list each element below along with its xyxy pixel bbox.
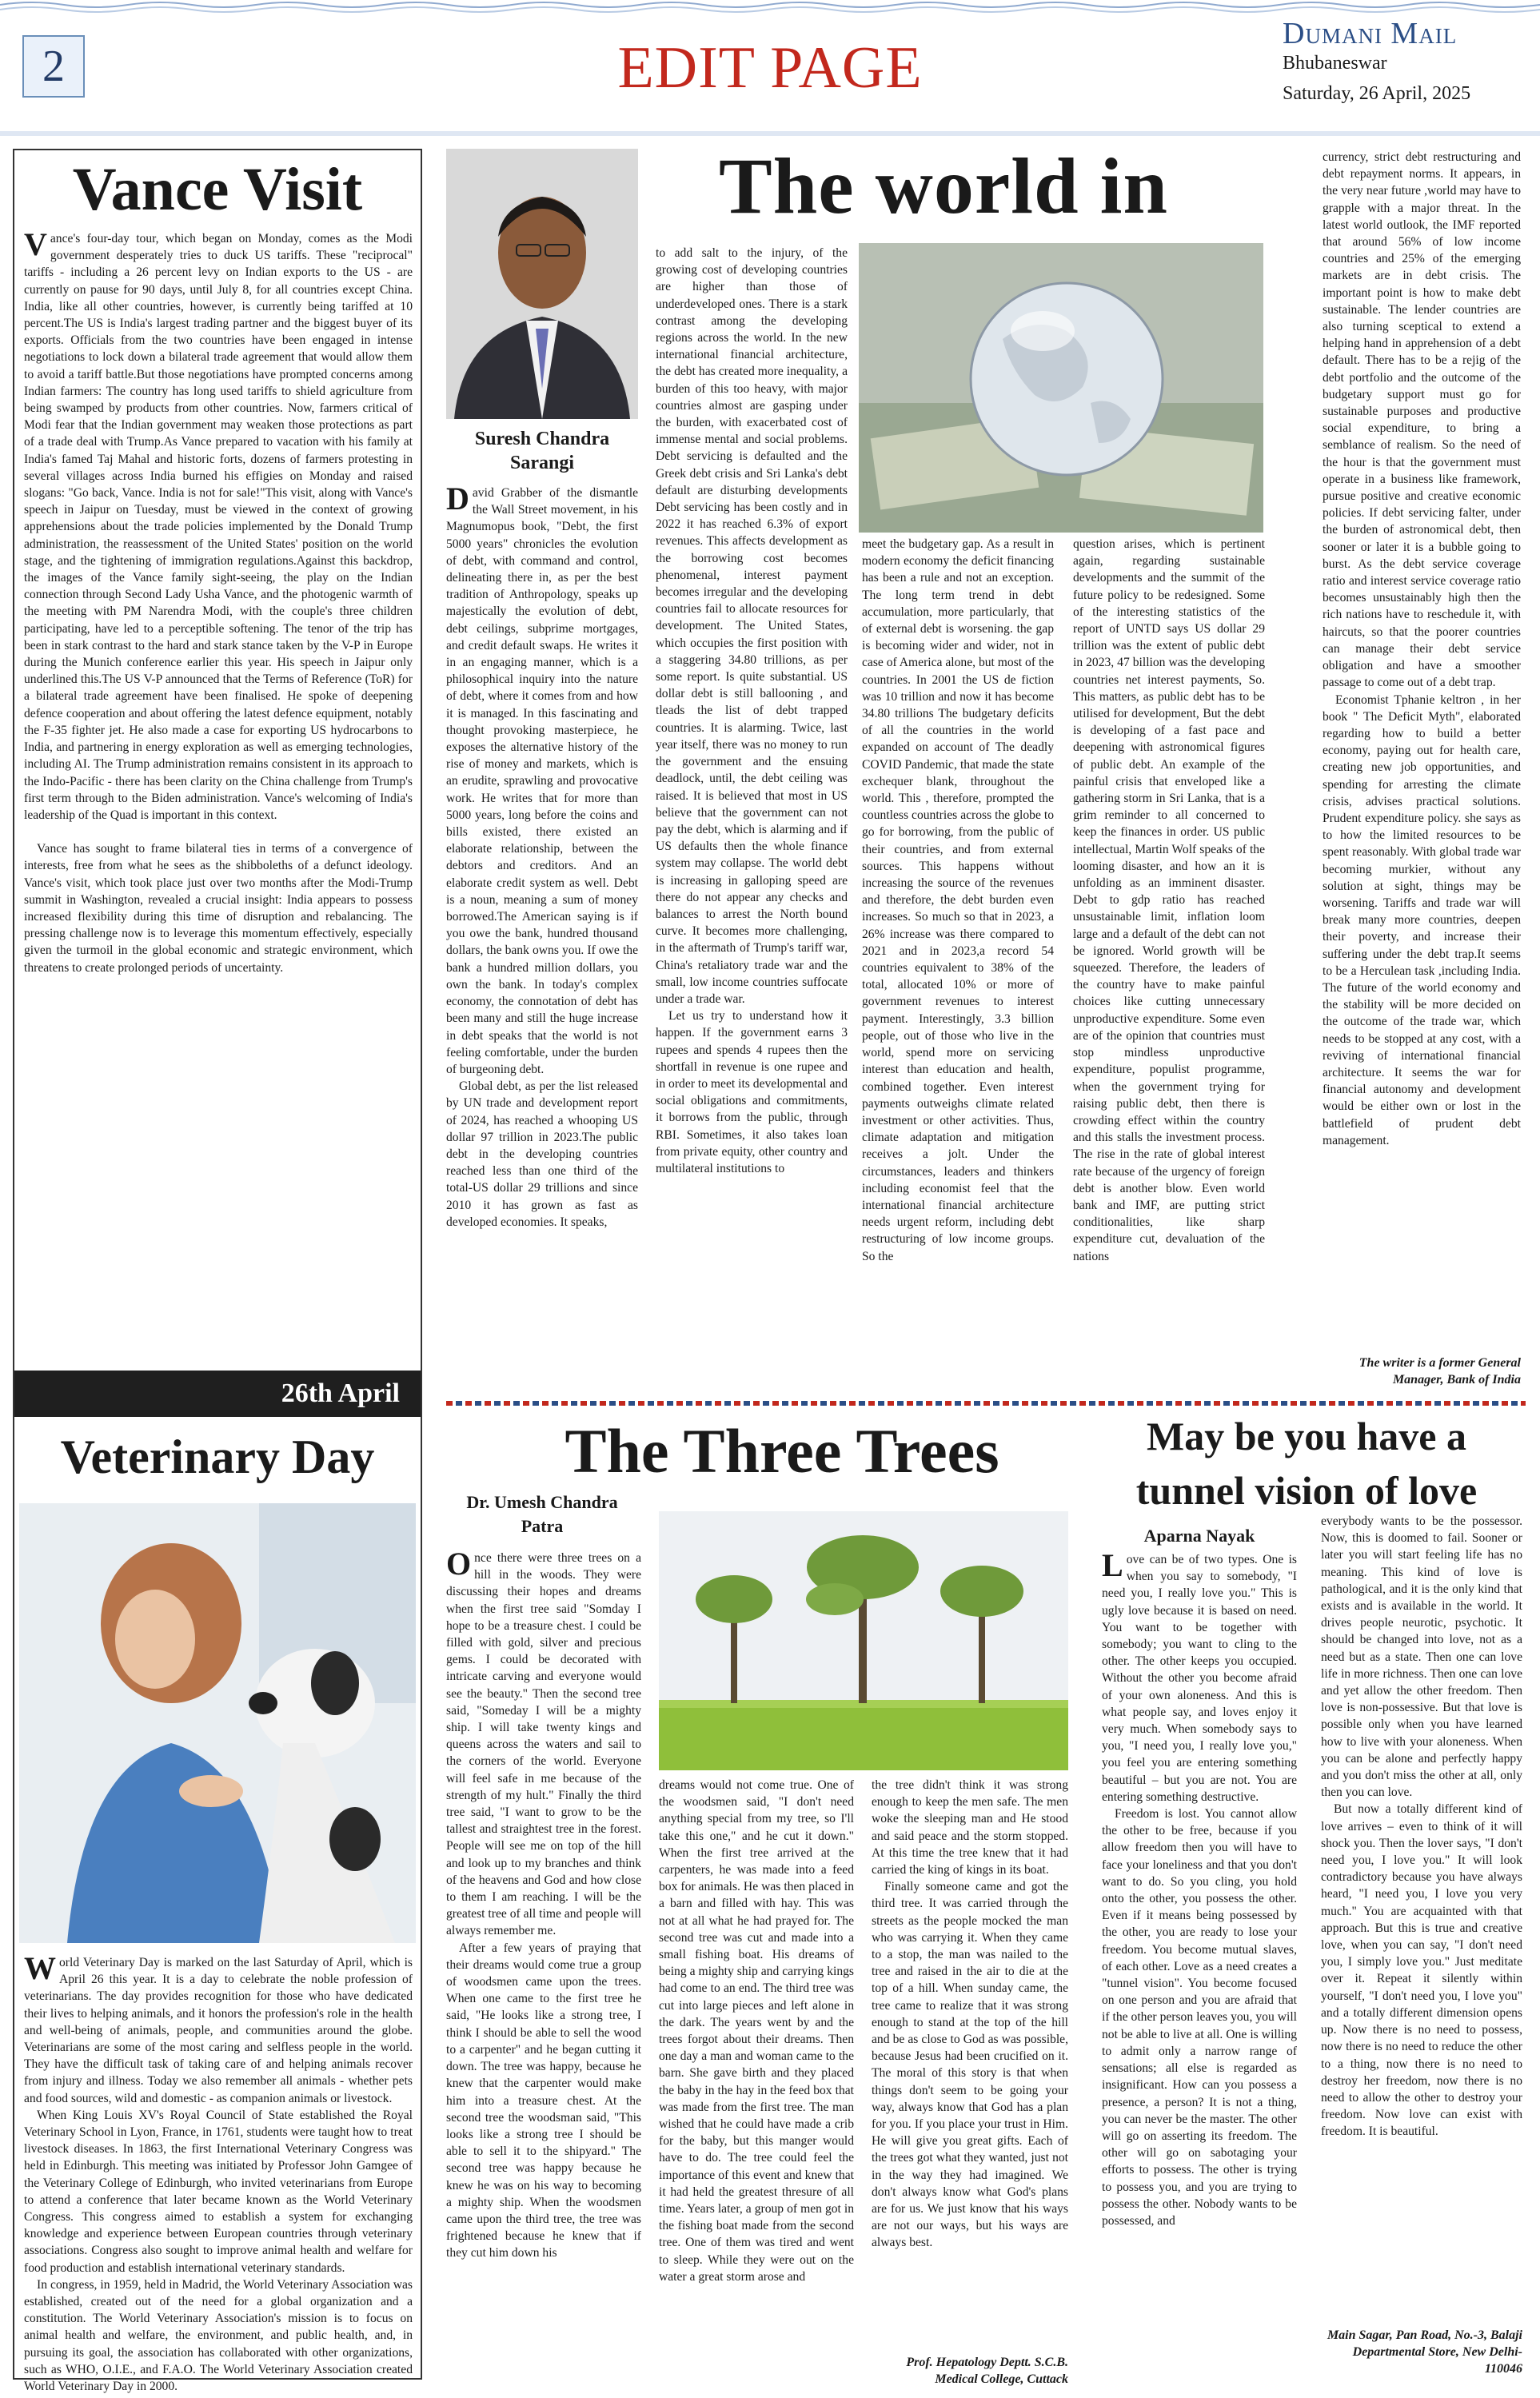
article-paragraph: Once there were three trees on a hill in the woods. They were discussing their hopes and dreams when the first tree said "Somday I hope to be a treasure chest. I could be filled with gold, silver and precious gems. I could be decorated with intricate carving and everyone would see the beauty." Then the second tree said, "Someday I will be a mighty ship. I will take twenty kings and queens across the waters and sail to the corners of the world. Everyone will feel safe in me because of the strength of my hult." Finally the third tree said, "I want to grow to be the tallest and straightest tree in the forest. People will see me on top of the hill and look up to my branches and think of the heavens and God and how close to them I am reaching. I will be the greatest tree of all time and people will always remember me. bbox=[446, 1546, 641, 1938]
article-paragraph: Love can be of two types. One is when you say to somebody, "I need you, I really love you." This is ugly love because it is based on need. You want to be together with somebody; you want to cling to the other. The other keeps you occupied. Without the other you become afraid of your own aloneness. And this is what people say, and loves enjoy it very much. When somebody says to you, "I need you, I really love you," you feel you are entering something beautiful – but you are not. You are entering something destructive. bbox=[1102, 1547, 1297, 1804]
author-credit: Main Sagar, Pan Road, No.-3, Balaji Departmental Store, New Delhi-110046 bbox=[1327, 2328, 1522, 2376]
left-column-box bbox=[13, 149, 422, 2394]
article-paragraph: meet the budgetary gap. As a result in modern economy the deficit financing has been a rule and not an exception. The long term trend in debt accumulation, more particularly, that of external debt is worsening. the gap is becoming wider and wider, not in case of America alone, but most of the countries. In 2001 the US de fiction was 10 trillion and now it has become 34.80 trillions The budgetary deficits of all the countries in the world expanded on account of The deadly COVID Pandemic, that made the state exchequer blank, throughout the world. This , therefore, prompted the countless countries across the globe to go for borrowing, from the public of their countries, and from external sources. This happens without increasing the source of the revenues and therefore, the debt burden even increases. So much so that in 2023, a 26% increase was there compared to 2021 and in 2023,a record 54 countries equivalent to 38% of the total, allocated 10% or more of government revenues to interest payment. Interestingly, 3.3 billion people, out of those who live in the world, spend more on servicing interest than education and health, combined together. Even interest payments outweighs climate related investment or other activities. Thus, climate adaptation and mitigation receives a jolt. Under the circumstances, leaders and thinkers including economist feel that the international financial architecture needs urgent reform, including debt restructuring of low income groups. So the bbox=[862, 537, 1054, 1263]
article-paragraph: to add salt to the injury, of the growing cost of developing countries are higher than those of underdeveloped ones. There is a stark contrast among the developing regions across the world. In the new international financial architecture, the debt has created more inequality, a burden of this too heavy, with major countries almost are gasping under the burden, with exacerbated cost of immense mental and social problems. Debt servicing is defaulted and the Greek debt crisis and Sri Lanka's debt default are disturbing developments Debt servicing has been costly and in 2022 it has reached 6.3% of export revenues. This affects development as the borrowing cost becomes phenomenal, interest payment becomes irregular and the developing countries fail to allocate resources for development. The United States, which occupies the first position with a staggering 34.80 trillions, as per some report. Is quite substantial. US dollar debt is still ballooning , and tleads the list of debt trapped countries. It is alarming. Twice, last year itself, there was no money to run the government and the ensuing deadlock, until, the debt ceiling was raised. It is believed that most in US believe that the government can not pay the debt, which is alarming and if US defaults then the whole finance system may collapse. The world debt is increasing in galloping speed are there do not appear any checks and balances to arrest the North bound curve. It becomes more challenging, in the aftermath of Trump's tariff war, China's retaliatory trade war and the small, low income countries suffocate under a trade war. bbox=[656, 246, 848, 1006]
author-name: Aparna Nayak bbox=[1143, 1526, 1255, 1546]
three-trees-column-1 bbox=[446, 1546, 641, 2262]
article-paragraph: currency, strict debt restructuring and debt repayment norms. It appears, in the very near future ,world may have to grapple with a major threat. In the latest world outlook, the IMF reported that around 56% of low income countries and 25% of the emerging markets are in debt crisis. The important point is how to make debt sustainable. The lender countries are also turning sceptical to extend a helping hand in apprehension of a debt default. There has to be a rejig of the debt portfolio and the outcome of the budgetary support must go for sustainable purposes and productive social expenditure, to bring a semblance of realism. So the need of the hour is that the government must operate in a business like framework, pursue positive and creative economic policies. If debt servicing falter, under the burden of astronomical debt, then sooner or later it is a bubble going to burst. As the debt service coverage ratio and interest service coverage ratio becomes unsustainably high then the rich nations have to reschedule it, with haircuts, so that the poorer countries can manage their debt service obligation and have a smoother passage to come out of a debt trap. bbox=[1323, 150, 1521, 690]
veterinary-article-body bbox=[24, 1950, 413, 2395]
newspaper-city: Bhubaneswar bbox=[1283, 53, 1387, 74]
tunnel-vision-column-2 bbox=[1321, 1513, 1522, 2141]
section-title: EDIT PAGE bbox=[617, 35, 923, 101]
article-paragraph: Economist Tphanie keltron , in her book " The Deficit Myth", elaborated regarding how to build a better economy, paying out for health care, creating new job opportunities, and spending for arresting the climate crisis, advises practical solutions. Prudent expenditure policy. she says as to how the limited resources to be spent reasonably. With global trade war becoming murkier, without any solution at sight, things may be worsening. Tariffs and trade war will break many more countries, deepen their poverty, and increase their suffering under the debt trap.It seems to be a Herculean task ,including India. The future of the world economy and the stability will be more decided on the outcome of the trade war, which needs to be stopped at any cost, with a reviving of international financial architecture. It seems the war for financial autonomy and development would be either own or lost in the battlefield of prudent debt management. bbox=[1323, 692, 1521, 1147]
article-paragraph: But now a totally different kind of love arrives – even to think of it will shock you. Then the lover says, "I don't need you, I love you." It will look contradictory because you have always heard, "I need you, I love you very much." You are acquainted with that approach. But this is true and creative love, when you can say, "I don't need you, I simply love you." Just meditate over it. Repeat it silently within yourself, "I don't need you, I love you" and a totally different dimension opens up. Now there is no need to possess, now there is no need to reduce the other to a thing, now there is no need to destroy her freedom, now there is no need to allow the other to destroy your freedom. Now love can exist with freedom. It is beautiful. bbox=[1321, 1802, 1522, 2139]
veterinarian-with-dog-photo bbox=[19, 1503, 416, 1943]
author-credit: The writer is a former General Manager, Bank of India bbox=[1358, 1356, 1521, 1387]
article-paragraph: Freedom is lost. You cannot allow the other to be free, because if you allow freedom then you will have to face your loneliness and that you don't want to do. So you cling, you hold onto the other, you possess the other. Even if it means being possessed by the other, you are ready to lose your freedom. You become mutual slaves, of each other. Love as a need creates a "tunnel vision". You become focused on one person and you are afraid that if the other person leaves you, you will not be able to live at all. One is willing to admit only a narrow range of sensations; all else is regarded as insignificant. How can you possess a presence, a person? It is not a thing, you can never be the master. The other will go on asserting its freedom. The other will go on sabotaging your efforts to possess. The other is trying to possess you, and you are trying to possess the other. Nobody wants to be possessed, and bbox=[1102, 1807, 1297, 2228]
world-debt-headline: The world in bbox=[718, 142, 1169, 230]
article-paragraph: David Grabber of the dismantle the Wall Street movement, in his Magnumopus book, "Debt, the first 5000 years" chronicles the evolution of debt, with command and control, delineating there in, as per the best tradition of Anthropology, speaks up majestically the evolution of debt, debt ceilings, subprime mortgages, and credit default swaps. He writes it in an engaging manner, which is a philosophical inquiry into the nature of debt, where it comes from and how it is managed. In this fascinating and thought provoking masterpiece, he exposes the alternative history of the rise of money and markets, which is an erudite, sprawling and provocative work. He writes that for more than 5000 years, long before the coins and bills existed, there existed an elaborate relationship, between the debtors and creditors. And an elaborate credit system as well. Debt is a noun, meaning a sum of money borrowed.The American saying is if you owe the bank, hundred thousand dollars, the bank owns you. If owe the bank a hundred million dollars, you own the bank. In today's complex economy, the connotation of debt has been many and still the huge increase in debt speaks that the world is not feeling comfortable, under the burden of burgeoning debt. bbox=[446, 481, 638, 1076]
article-paragraph: Finally someone came and got the third tree. It was carried through the streets as the people mocked the man who was carrying it. When they came to a stop, the man was nailed to the tree and raised in the air to die at the top of a hill. When sunday came, the tree came to realize that it was strong enough to stand at the top of the hill and be as close to God as was possible, because Jesus had been crucified on it. The moral of this story is that when things don't seem to be going your way, always know that God has a plan for you. If you place your trust in Him. He will give you great gifts. Each of the trees got what they wanted, just not in the way they had imagined. We don't always know what God's plans are for us. We just know that his ways are not our ways, but his ways are always best. bbox=[872, 1880, 1068, 2250]
author-photo bbox=[446, 149, 638, 419]
article-paragraph: In congress, in 1959, held in Madrid, the World Veterinary Association was established, created out of the need for a global organization and a constitution. The World Veterinary Association's mission is to focus on animal health and welfare, the environment, and public health, and, in pursuing its goal, the association has collaborated with other organizations, such as WHO, O.I.E., and F.A.O. The World Veterinary Association created World Veterinary Day in 2000. bbox=[24, 2277, 413, 2394]
author-credit: Prof. Hepatology Deptt. S.C.B. Medical College, Cuttack bbox=[906, 2356, 1068, 2386]
three-trees-photo bbox=[659, 1511, 1068, 1770]
newspaper-name: Dumani Mail bbox=[1283, 17, 1458, 50]
world-debt-column-1 bbox=[446, 481, 638, 1231]
world-debt-column-3 bbox=[862, 536, 1054, 1265]
world-debt-column-4 bbox=[1073, 536, 1265, 1265]
article-paragraph: World Veterinary Day is marked on the last Saturday of April, which is April 26 this year. It is a day to celebrate the noble profession of veterinarians. The day provides recognition for those who have dedicated their lives to helping animals, and it honors the profession's role in the health and well-being of animals, people, and communities around the globe. Veterinarians are some of the most caring and selfless people in the world. They have the difficult task of taking care of and helping animals recover from injury and illness. Today we also remember all animals - whether pets and food sources, wild and domestic - as companion animals or livestock. bbox=[24, 1950, 413, 2105]
article-paragraph: When King Louis XV's Royal Council of State established the Royal Veterinary School in Lyon, France, in 1761, students were taught how to treat livestock diseases. In 1863, the first International Veterinary Congress was held in Edinburgh. This meeting was initiated by Professor John Gamgee of the Veterinary College of Edinburgh, who invited veterinarians from Europe to attend a conference that later became known as the World Veterinary Congress. This congress aimed to establish a system for exchanging knowledge and experience between European countries through veterinary associations. Congress also sought to improve animal health and welfare for food production and establish international veterinary standards. bbox=[24, 2108, 413, 2275]
article-paragraph: everybody wants to be the possessor. Now, this is doomed to fail. Sooner or later you will start feeling life has no meaning. This kind of love is pathological, and it is the only kind that exists and is available in the world. It drives people neurotic, psychotic. It should be changed into love, not as a need but as a state. Then one can love life in more richness. Then one can love and yet allow the other freedom. Then love is non-possessive. But that love is possible only when you have learned how to live with your aloneness. When you can be alone and perfectly happy and you don't miss the other at all, only then you can love. bbox=[1321, 1514, 1522, 1800]
vance-headline: Vance Visit bbox=[72, 156, 363, 223]
three-trees-column-3 bbox=[872, 1777, 1068, 2252]
vance-article-body bbox=[24, 226, 413, 976]
three-trees-column-2 bbox=[659, 1777, 854, 2285]
three-trees-headline: The Three Trees bbox=[565, 1416, 999, 1486]
page-number: 2 bbox=[22, 35, 85, 98]
tunnel-vision-headline: May be you have a tunnel vision of love bbox=[1135, 1414, 1478, 1513]
article-paragraph: Let us try to understand how it happen. If the government earns 3 rupees and spends 4 rupees then the shortfall in revenue is one rupee and in order to meet its developmental and social obligations and commitments, it borrows from the public, through RBI. Sometimes, it also takes loan from private equity, other country and multilateral institutions to bbox=[656, 1009, 848, 1175]
tunnel-vision-column-1 bbox=[1102, 1547, 1297, 2229]
article-paragraph: dreams would not come true. One of the woodsmen said, "I don't need anything special from my tree, so I'll take this one," and he cut it down." When the first tree arrived at the carpenters, he was made into a feed box for animals. He was then placed in a barn and filled with hay. This was not at all what he had prayed for. The second tree was cut and made into a small fishing boat. His dreams of being a mighty ship and carrying kings had come to an end. The third tree was cut into large pieces and left alone in the dark. The years went by and the trees forgot about their dreams. Then one day a man and woman came to the barn. She gave birth and they placed the baby in the hay in the feed box that was made from the first tree. The man wished that he could have made a crib for the baby, but this manger would have to do. The tree could feel the importance of this event and knew that it had held the greatest thresure of all time. Years later, a group of men got in the fishing boat made from the second tree. One of them was tired and went to sleep. While they were out on the water a great storm arose and bbox=[659, 1778, 854, 2284]
article-paragraph: question arises, which is pertinent again, regarding sustainable developments and the summit of the future policy to be redesigned. Some of the interesting statistics of the report of UNTD says US dollar 29 trillion was the extent of public debt in 2023, 47 billion was the developing countries net interest payments, So. This matters, as public debt has to be utilised for development, But the debt is developing of a fast pace and deepening with astronomical figures of public debt. An example of the painful crisis that enveloped like a gathering storm in Sri Lanka, that is a grim reminder to all concerned to keep the finances in order. US public intellectual, Martin Wolf speaks of the looming disaster, and how an it is unfolding as an imminent disaster. Debt to gdp ratio has reached unsustainable limit, inflation loom large and a default of the debt can not be ignored. World growth will be squeezed. Therefore, the leaders of the country have to make painful choices like cutting unnecessary unproductive expenditure. Some even are of the opinion that countries must stop mindless unproductive expenditure, populist programme, when the government trying for raising public debt, then there is crowding effect within the country and this stalls the investment process. The rise in the rate of global interest rate because of the urgency of foreign debt is another blow. Even world bank and IMF, are putting strict conditionalities, like sharp expenditure cut, devaluation of the nations bbox=[1073, 537, 1265, 1263]
article-paragraph: After a few years of praying that their dreams would come true a group of woodsmen came upon the trees. When one came to the first tree he said, "He looks like a strong tree, I think I should be able to sell the wood to a carpenter" and he began cutting it down. The tree was happy, because he knew that the carpenter would make him into a treasure chest. At the second tree the woodsman said, "This looks like a strong tree I should be able to sell it to the shipyard." The second tree was happy because he knew he was on his way to becoming a mighty ship. When the woodsmen came upon the third tree, the tree was frightened because he knew that if they cut him down his bbox=[446, 1941, 641, 2260]
article-paragraph: Vance has sought to frame bilateral ties in terms of a convergence of interests, free from what he sees as the shibboleths of a defunct ideology. Vance's visit, which took place just over two months after the Modi-Trump summit in Washington, revealed a crucial insight: India appears to possess increased flexibility during this time of disruption and rebalancing. The pressing challenge now is to leverage this momentum effectively, especially given the turmoil in the global economic and strategic environment, which threatens to create prolonged periods of uncertainty. bbox=[24, 842, 413, 975]
veterinary-headline: Veterinary Day bbox=[60, 1430, 375, 1483]
article-paragraph: the tree didn't think it was strong enough to keep the men safe. The men woke the sleeping man and He stood and said peace and the storm stopped. At this time the tree knew that it had carried the king of kings in its boat. bbox=[872, 1778, 1068, 1877]
world-debt-column-2 bbox=[656, 245, 848, 1177]
article-paragraph: Global debt, as per the list released by UN trade and development report of 2024, has reached a whooping US dollar 97 trillion in 2023.The public debt in the developing countries reached less than one third of the total-US dollar 29 trillions and since 2010 it has grown as fast as developed economies. It speaks, bbox=[446, 1079, 638, 1229]
globe-on-banknotes-photo bbox=[859, 243, 1263, 533]
newspaper-date: Saturday, 26 April, 2025 bbox=[1283, 83, 1471, 104]
header-wave-ornament bbox=[0, 0, 1540, 18]
article-paragraph: Vance's four-day tour, which began on Monday, comes as the Modi government desperately tries to duck US tariffs. These "reciprocal" tariffs - including a 26 percent levy on Indian exports to the US - are currently on pause for 90 days, until July 8, for all countries except China. India, like all other countries, however, is currently being tariffed at 10 percent.The US is India's largest trading partner and the biggest buyer of its exports. Officials from the two countries have been engaged in intense negotiations to lock down a bilateral trade agreement that would allow them to avoid a tariff battle.But those negotiations have prompted concerns among Indian farmers: The country has long used tariffs to shield agriculture from being swamped by products from other countries. Now, farmers critical of Modi fear that the Indian government may weaken those protections as part of a trade deal with Trump.As Vance prepared to vacation with his family at India's famed Taj Mahal and historic forts, dozens of farmers protesting in several villages across India burned his effigies on Monday and raised slogans: "Go back, Vance. India is not for sale!"This visit, along with Vance's speech in Jaipur on Tuesday, must be viewed in the context of growing apprehensions about the trade policies implemented by the Donald Trump administration, the reassessment of the United States' position on the world stage, and the tightening of immigration regulations.Against this backdrop, the images of the Vance family sight-seeing, the play on the Indian connection through Second Lady Usha Vance, and the photogenic warmth of the meeting with PM Narendra Modi, with the couple's three children participating, have led to a perceptible softening. The tenor of the trip has been in stark contrast to the hard and stark stance taken by the V-P in Europe during the Munich conference earlier this year. His speech in Jaipur only underlined this.The US V-P announced that the Terms of Reference (ToR) for a bilateral trade agreement have been finalised. He spoke of deepening defence cooperation and about offering the latest defence equipment, notably the F-35 fighter jet. He also made a case for exporting US hydrocarbons to India, and partnering in energy exploration as well as emerging technologies, including AI. The Trump administration remains consistent in its approach to the Indo-Pacific - there has been clarity on the China challenge from Trump's first term through to the Biden administration. Vance's welcoming of India's leadership of the Quad is important in this context. bbox=[24, 226, 413, 822]
author-name: Suresh Chandra Sarangi bbox=[474, 429, 610, 473]
date-bar: 26th April bbox=[14, 1371, 421, 1417]
world-debt-column-5 bbox=[1323, 149, 1521, 1149]
author-name: Dr. Umesh Chandra Patra bbox=[466, 1492, 618, 1536]
